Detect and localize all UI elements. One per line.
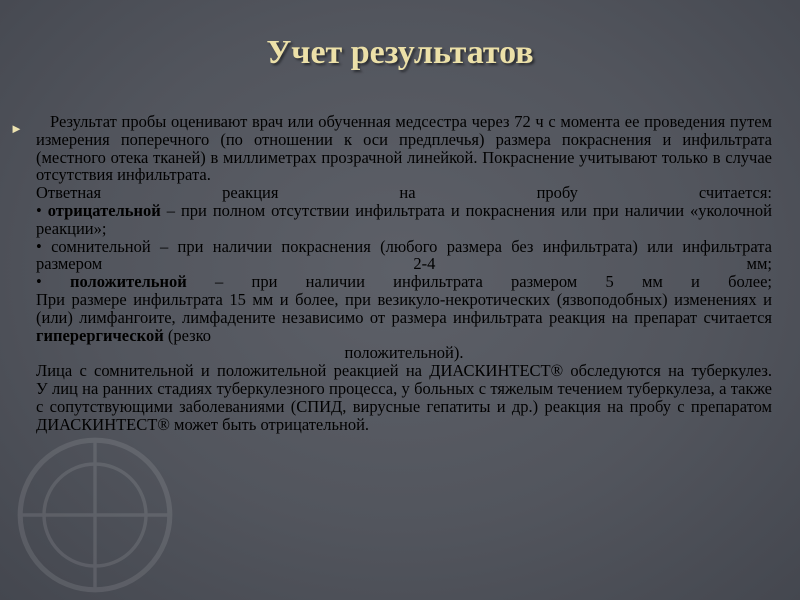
hyperergic-tail: положительной). [344, 343, 464, 363]
positive-term: положительной [70, 272, 187, 292]
hyperergic-paragraph [36, 291, 772, 344]
bullet-arrow-icon: ► [10, 121, 23, 136]
slide-body [36, 113, 772, 433]
slide-title: Учет результатов [266, 34, 534, 71]
hyperergic-text: При размере инфильтрата 15 мм и более, при везикуло-некротических (язвоподобных) изменениях и (или) лимфангоите, лимфадените независимо от размера инфильтрата реакция на препарат считается [36, 289, 772, 327]
reaction-line: Ответная реакция на пробу считается: [36, 183, 772, 203]
negative-item [36, 202, 772, 238]
doubtful-item: • сомнительной – при наличии покраснения (любого размера без инфильтрата) или инфильтрата размером 2-4 мм; [36, 236, 772, 274]
positive-item [36, 273, 772, 291]
negative-bullet: • [36, 200, 48, 220]
positive-text: – при наличии инфильтрата размером 5 мм и более; [186, 272, 773, 292]
positive-bullet: • [36, 272, 71, 292]
hyperergic-end: (резко [163, 325, 212, 345]
watermark-emblem [10, 430, 180, 600]
early-stage-paragraph: У лиц на ранних стадиях туберкулезного процесса, у больных с тяжелым течением туберкулеза, а также с сопутствующими заболеваниями (СПИД, вирусные гепатиты и др.) реакция на пробу с препаратом ДИАСКИНТЕСТ® может быть отрицательной. [36, 378, 772, 434]
hyperergic-term: гиперергической [36, 325, 164, 345]
intro-paragraph: Результат пробы оценивают врач или обученная медсестра через 72 ч с момента ее проведения путем измерения поперечного (по отношении к оси предплечья) размера покраснения и инфильтрата (местного отека тканей) в миллиметрах прозрачной линейкой. Покраснение учитывают только в случае отсутствия инфильтрата. [36, 112, 772, 185]
examination-paragraph: Лица с сомнительной и положительной реакцией на ДИАСКИНТЕСТ® обследуются на туберкулез. [36, 361, 772, 381]
negative-term: отрицательной [47, 200, 161, 220]
negative-text: – при полном отсутствии инфильтрата и покраснения или при наличии «уколочной реакции»; [36, 200, 772, 238]
